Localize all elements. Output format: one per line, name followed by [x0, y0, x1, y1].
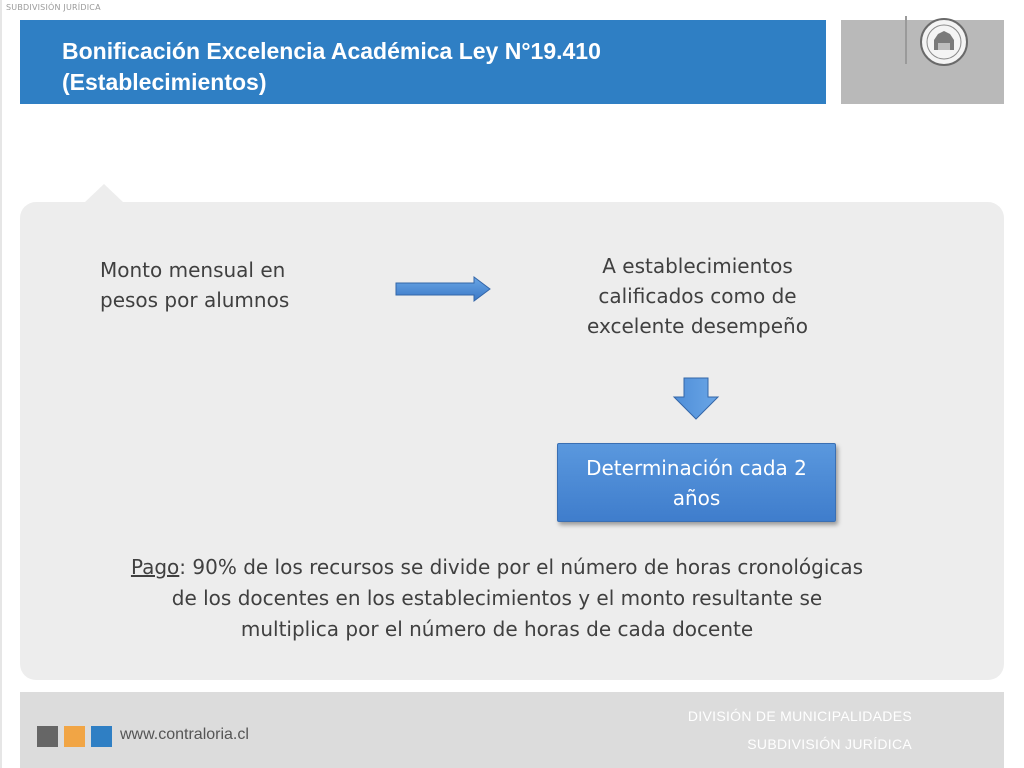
subdivision-label: SUBDIVISIÓN JURÍDICA: [747, 736, 912, 752]
pago-paragraph: [130, 552, 864, 645]
panel-notch: [84, 184, 124, 203]
determinacion-box: [557, 443, 836, 522]
top-section-tag: SUBDIVISIÓN JURÍDICA: [6, 3, 101, 12]
left-edge-line: [0, 0, 2, 768]
determinacion-text: Determinación cada 2 años: [586, 455, 807, 510]
website-link[interactable]: www.contraloria.cl: [120, 726, 249, 743]
footer-square-orange: [64, 726, 85, 747]
monto-text: Monto mensual en pesos por alumnos: [100, 258, 290, 312]
slide-title-line1: Bonificación Excelencia Académica Ley N°19.410: [62, 38, 601, 64]
slide-title: [62, 36, 802, 98]
slide-title-line2: (Establecimientos): [62, 69, 267, 95]
division-label: DIVISIÓN DE MUNICIPALIDADES: [687, 708, 912, 724]
footer-square-blue: [91, 726, 112, 747]
pago-description: : 90% de los recursos se divide por el número de horas cronológicas de los docentes en los establecimientos y el monto resultante se multiplica por el número de horas de cada docente: [171, 555, 864, 641]
pago-label: Pago: [130, 555, 180, 579]
contraloria-seal-icon: [916, 16, 972, 68]
establecimientos-text: A establecimientos calificados como de excelente desempeño: [587, 254, 808, 338]
footer: [20, 692, 1004, 768]
footer-square-gray: [37, 726, 58, 747]
arrow-right-icon: [394, 274, 492, 304]
title-bar: [20, 20, 826, 104]
footer-divider: [905, 16, 907, 64]
arrow-down-icon: [672, 377, 720, 421]
